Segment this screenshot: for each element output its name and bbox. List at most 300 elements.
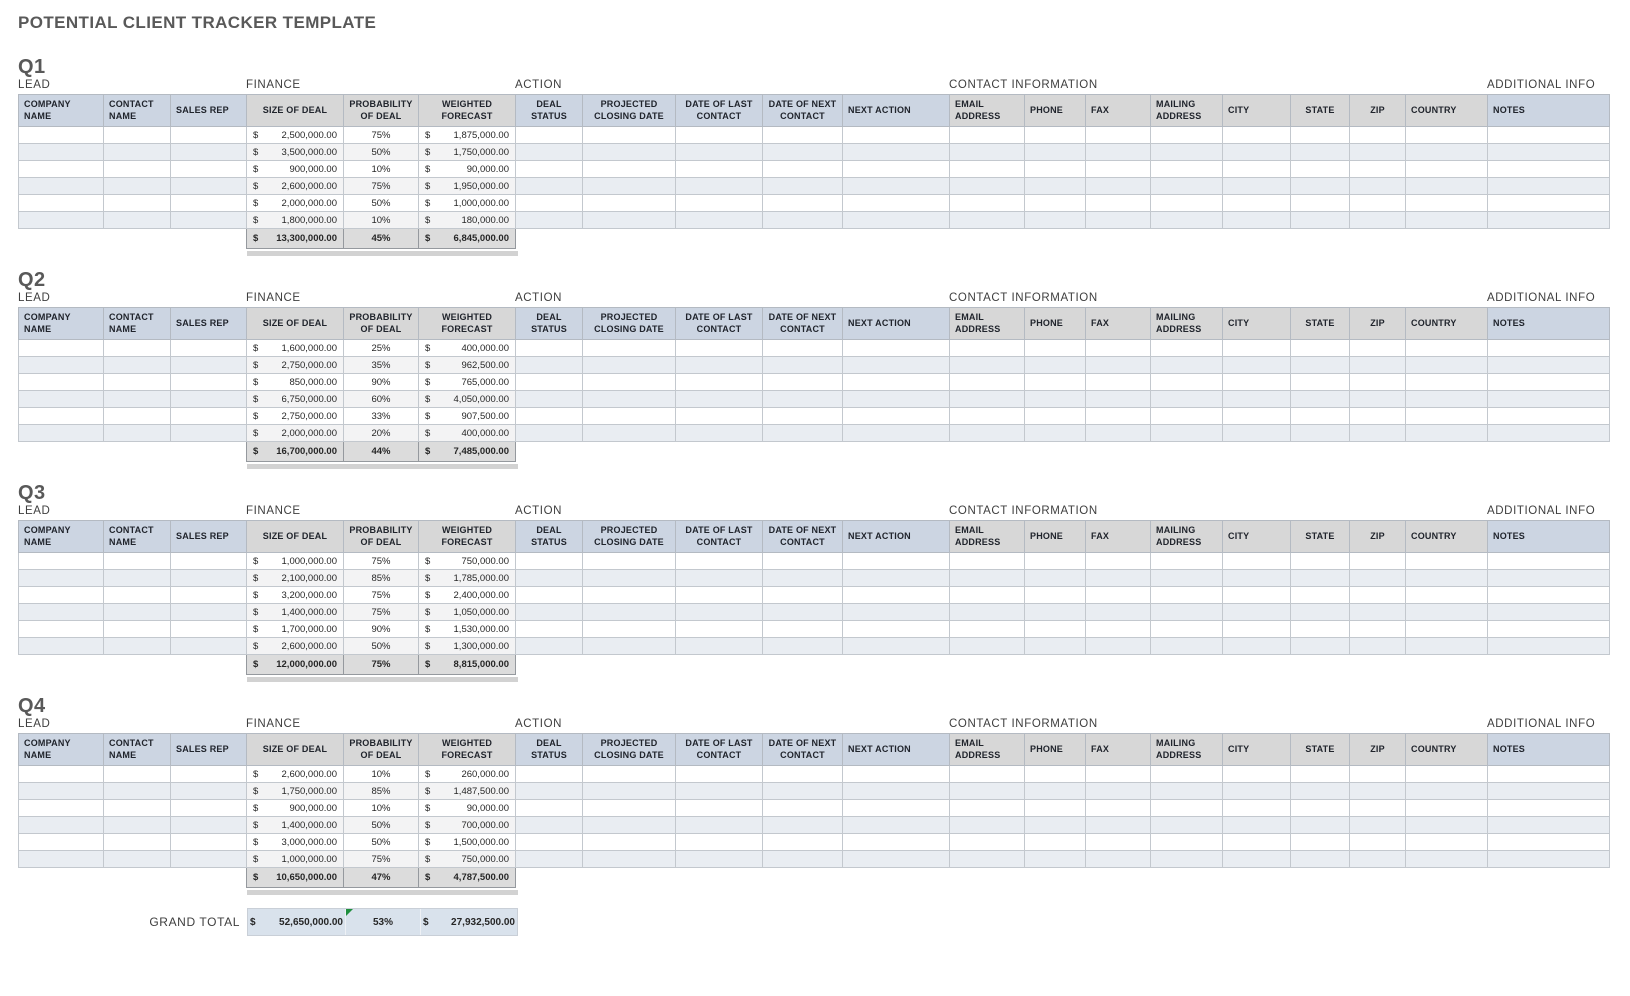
cell-state[interactable] (1291, 195, 1350, 212)
cell-phone[interactable] (1025, 374, 1086, 391)
cell-mailing-address[interactable] (1151, 127, 1223, 144)
cell-city[interactable] (1223, 783, 1291, 800)
cell-mailing-address[interactable] (1151, 638, 1223, 655)
column-header-zip[interactable]: ZIP (1350, 95, 1406, 127)
cell-fax[interactable] (1086, 851, 1151, 868)
cell-size-of-deal[interactable] (247, 195, 344, 212)
cell-next-action[interactable] (843, 144, 950, 161)
total-weighted-forecast-cell[interactable] (419, 655, 516, 675)
column-header-date-of-last-contact[interactable]: DATE OF LAST CONTACT (676, 308, 763, 340)
cell-date-of-last-contact[interactable] (676, 800, 763, 817)
cell-notes[interactable] (1488, 570, 1610, 587)
cell-country[interactable] (1406, 340, 1488, 357)
cell-probability-of-deal[interactable]: 90% (344, 374, 419, 391)
cell-projected-closing-date[interactable] (583, 553, 676, 570)
cell-sales-rep[interactable] (171, 357, 247, 374)
column-header-phone[interactable]: PHONE (1025, 521, 1086, 553)
cell-deal-status[interactable] (516, 783, 583, 800)
grand-total-probability-cell[interactable] (345, 909, 420, 935)
cell-probability-of-deal[interactable]: 90% (344, 621, 419, 638)
cell-notes[interactable] (1488, 340, 1610, 357)
cell-size-of-deal[interactable] (247, 425, 344, 442)
cell-email-address[interactable] (950, 374, 1025, 391)
cell-probability-of-deal[interactable]: 33% (344, 408, 419, 425)
cell-fax[interactable] (1086, 766, 1151, 783)
cell-city[interactable] (1223, 834, 1291, 851)
cell-fax[interactable] (1086, 783, 1151, 800)
cell-fax[interactable] (1086, 817, 1151, 834)
cell-notes[interactable] (1488, 178, 1610, 195)
cell-fax[interactable] (1086, 144, 1151, 161)
cell-fax[interactable] (1086, 391, 1151, 408)
cell-mailing-address[interactable] (1151, 195, 1223, 212)
cell-email-address[interactable] (950, 817, 1025, 834)
cell-state[interactable] (1291, 425, 1350, 442)
cell-deal-status[interactable] (516, 340, 583, 357)
column-header-deal-status[interactable]: DEAL STATUS (516, 95, 583, 127)
cell-sales-rep[interactable] (171, 144, 247, 161)
cell-company-name[interactable] (19, 127, 104, 144)
cell-company-name[interactable] (19, 621, 104, 638)
column-header-date-of-last-contact[interactable]: DATE OF LAST CONTACT (676, 521, 763, 553)
cell-phone[interactable] (1025, 425, 1086, 442)
column-header-email-address[interactable]: EMAIL ADDRESS (950, 734, 1025, 766)
cell-date-of-last-contact[interactable] (676, 161, 763, 178)
cell-city[interactable] (1223, 425, 1291, 442)
cell-country[interactable] (1406, 638, 1488, 655)
cell-weighted-forecast[interactable] (419, 638, 516, 655)
cell-contact-name[interactable] (104, 161, 171, 178)
cell-projected-closing-date[interactable] (583, 391, 676, 408)
cell-date-of-next-contact[interactable] (763, 834, 843, 851)
column-header-company-name[interactable]: COMPANY NAME (19, 521, 104, 553)
column-header-next-action[interactable]: NEXT ACTION (843, 734, 950, 766)
column-header-weighted-forecast[interactable]: WEIGHTED FORECAST (419, 308, 516, 340)
cell-phone[interactable] (1025, 212, 1086, 229)
cell-weighted-forecast[interactable] (419, 195, 516, 212)
cell-country[interactable] (1406, 374, 1488, 391)
cell-next-action[interactable] (843, 766, 950, 783)
column-header-weighted-forecast[interactable]: WEIGHTED FORECAST (419, 521, 516, 553)
cell-contact-name[interactable] (104, 212, 171, 229)
column-header-notes[interactable]: NOTES (1488, 95, 1610, 127)
cell-projected-closing-date[interactable] (583, 587, 676, 604)
cell-projected-closing-date[interactable] (583, 570, 676, 587)
cell-projected-closing-date[interactable] (583, 817, 676, 834)
column-header-phone[interactable]: PHONE (1025, 734, 1086, 766)
column-header-projected-closing-date[interactable]: PROJECTED CLOSING DATE (583, 308, 676, 340)
cell-date-of-next-contact[interactable] (763, 408, 843, 425)
cell-phone[interactable] (1025, 766, 1086, 783)
cell-deal-status[interactable] (516, 374, 583, 391)
cell-date-of-last-contact[interactable] (676, 212, 763, 229)
cell-company-name[interactable] (19, 553, 104, 570)
cell-company-name[interactable] (19, 391, 104, 408)
cell-city[interactable] (1223, 570, 1291, 587)
cell-date-of-last-contact[interactable] (676, 621, 763, 638)
cell-next-action[interactable] (843, 638, 950, 655)
column-header-date-of-next-contact[interactable]: DATE OF NEXT CONTACT (763, 521, 843, 553)
cell-notes[interactable] (1488, 800, 1610, 817)
column-header-zip[interactable]: ZIP (1350, 734, 1406, 766)
cell-size-of-deal[interactable] (247, 127, 344, 144)
column-header-country[interactable]: COUNTRY (1406, 521, 1488, 553)
cell-mailing-address[interactable] (1151, 408, 1223, 425)
cell-phone[interactable] (1025, 127, 1086, 144)
column-header-zip[interactable]: ZIP (1350, 308, 1406, 340)
cell-notes[interactable] (1488, 553, 1610, 570)
column-header-sales-rep[interactable]: SALES REP (171, 308, 247, 340)
cell-email-address[interactable] (950, 851, 1025, 868)
cell-country[interactable] (1406, 851, 1488, 868)
cell-notes[interactable] (1488, 638, 1610, 655)
cell-projected-closing-date[interactable] (583, 604, 676, 621)
cell-company-name[interactable] (19, 851, 104, 868)
column-header-country[interactable]: COUNTRY (1406, 95, 1488, 127)
cell-probability-of-deal[interactable]: 10% (344, 766, 419, 783)
cell-email-address[interactable] (950, 127, 1025, 144)
column-header-probability-of-deal[interactable]: PROBABILITY OF DEAL (344, 308, 419, 340)
cell-notes[interactable] (1488, 391, 1610, 408)
column-header-company-name[interactable]: COMPANY NAME (19, 308, 104, 340)
column-header-company-name[interactable]: COMPANY NAME (19, 734, 104, 766)
cell-email-address[interactable] (950, 195, 1025, 212)
cell-phone[interactable] (1025, 834, 1086, 851)
cell-state[interactable] (1291, 374, 1350, 391)
cell-size-of-deal[interactable] (247, 800, 344, 817)
cell-country[interactable] (1406, 357, 1488, 374)
cell-contact-name[interactable] (104, 834, 171, 851)
cell-fax[interactable] (1086, 212, 1151, 229)
cell-email-address[interactable] (950, 766, 1025, 783)
cell-country[interactable] (1406, 621, 1488, 638)
cell-probability-of-deal[interactable]: 75% (344, 851, 419, 868)
cell-size-of-deal[interactable] (247, 766, 344, 783)
cell-next-action[interactable] (843, 570, 950, 587)
cell-date-of-last-contact[interactable] (676, 604, 763, 621)
cell-zip[interactable] (1350, 357, 1406, 374)
cell-next-action[interactable] (843, 604, 950, 621)
cell-country[interactable] (1406, 587, 1488, 604)
cell-size-of-deal[interactable] (247, 161, 344, 178)
column-header-date-of-next-contact[interactable]: DATE OF NEXT CONTACT (763, 734, 843, 766)
cell-deal-status[interactable] (516, 638, 583, 655)
cell-projected-closing-date[interactable] (583, 638, 676, 655)
cell-deal-status[interactable] (516, 621, 583, 638)
column-header-sales-rep[interactable]: SALES REP (171, 95, 247, 127)
cell-mailing-address[interactable] (1151, 621, 1223, 638)
column-header-fax[interactable]: FAX (1086, 308, 1151, 340)
cell-zip[interactable] (1350, 425, 1406, 442)
cell-state[interactable] (1291, 127, 1350, 144)
cell-country[interactable] (1406, 834, 1488, 851)
cell-probability-of-deal[interactable]: 10% (344, 800, 419, 817)
cell-email-address[interactable] (950, 800, 1025, 817)
cell-probability-of-deal[interactable]: 10% (344, 161, 419, 178)
cell-notes[interactable] (1488, 621, 1610, 638)
cell-email-address[interactable] (950, 638, 1025, 655)
cell-deal-status[interactable] (516, 851, 583, 868)
cell-contact-name[interactable] (104, 144, 171, 161)
cell-zip[interactable] (1350, 391, 1406, 408)
cell-company-name[interactable] (19, 144, 104, 161)
cell-size-of-deal[interactable] (247, 604, 344, 621)
cell-phone[interactable] (1025, 817, 1086, 834)
cell-deal-status[interactable] (516, 195, 583, 212)
cell-weighted-forecast[interactable] (419, 161, 516, 178)
column-header-deal-status[interactable]: DEAL STATUS (516, 521, 583, 553)
cell-notes[interactable] (1488, 834, 1610, 851)
cell-projected-closing-date[interactable] (583, 621, 676, 638)
cell-notes[interactable] (1488, 374, 1610, 391)
cell-weighted-forecast[interactable] (419, 425, 516, 442)
cell-deal-status[interactable] (516, 408, 583, 425)
cell-projected-closing-date[interactable] (583, 766, 676, 783)
cell-city[interactable] (1223, 391, 1291, 408)
column-header-state[interactable]: STATE (1291, 734, 1350, 766)
cell-phone[interactable] (1025, 408, 1086, 425)
cell-next-action[interactable] (843, 391, 950, 408)
cell-zip[interactable] (1350, 800, 1406, 817)
cell-deal-status[interactable] (516, 766, 583, 783)
cell-contact-name[interactable] (104, 851, 171, 868)
cell-zip[interactable] (1350, 144, 1406, 161)
cell-country[interactable] (1406, 425, 1488, 442)
cell-phone[interactable] (1025, 587, 1086, 604)
cell-sales-rep[interactable] (171, 340, 247, 357)
cell-fax[interactable] (1086, 570, 1151, 587)
cell-company-name[interactable] (19, 425, 104, 442)
cell-weighted-forecast[interactable] (419, 834, 516, 851)
cell-projected-closing-date[interactable] (583, 357, 676, 374)
cell-phone[interactable] (1025, 391, 1086, 408)
cell-state[interactable] (1291, 800, 1350, 817)
cell-probability-of-deal[interactable]: 50% (344, 144, 419, 161)
cell-probability-of-deal[interactable]: 75% (344, 178, 419, 195)
cell-fax[interactable] (1086, 834, 1151, 851)
cell-state[interactable] (1291, 161, 1350, 178)
cell-state[interactable] (1291, 357, 1350, 374)
cell-weighted-forecast[interactable] (419, 570, 516, 587)
cell-state[interactable] (1291, 783, 1350, 800)
cell-city[interactable] (1223, 212, 1291, 229)
cell-weighted-forecast[interactable] (419, 800, 516, 817)
cell-weighted-forecast[interactable] (419, 178, 516, 195)
column-header-city[interactable]: CITY (1223, 734, 1291, 766)
cell-weighted-forecast[interactable] (419, 621, 516, 638)
cell-email-address[interactable] (950, 553, 1025, 570)
column-header-size-of-deal[interactable]: SIZE OF DEAL (247, 308, 344, 340)
column-header-next-action[interactable]: NEXT ACTION (843, 95, 950, 127)
cell-next-action[interactable] (843, 553, 950, 570)
grand-total-size-of-deal-cell[interactable] (248, 909, 345, 935)
cell-fax[interactable] (1086, 621, 1151, 638)
cell-weighted-forecast[interactable] (419, 357, 516, 374)
cell-phone[interactable] (1025, 570, 1086, 587)
cell-country[interactable] (1406, 127, 1488, 144)
cell-notes[interactable] (1488, 408, 1610, 425)
cell-notes[interactable] (1488, 425, 1610, 442)
cell-sales-rep[interactable] (171, 851, 247, 868)
cell-zip[interactable] (1350, 161, 1406, 178)
cell-state[interactable] (1291, 212, 1350, 229)
cell-zip[interactable] (1350, 127, 1406, 144)
column-header-deal-status[interactable]: DEAL STATUS (516, 734, 583, 766)
cell-city[interactable] (1223, 144, 1291, 161)
cell-fax[interactable] (1086, 638, 1151, 655)
cell-next-action[interactable] (843, 408, 950, 425)
cell-state[interactable] (1291, 587, 1350, 604)
column-header-contact-name[interactable]: CONTACT NAME (104, 734, 171, 766)
cell-sales-rep[interactable] (171, 570, 247, 587)
cell-size-of-deal[interactable] (247, 851, 344, 868)
cell-city[interactable] (1223, 604, 1291, 621)
cell-mailing-address[interactable] (1151, 800, 1223, 817)
cell-zip[interactable] (1350, 766, 1406, 783)
cell-deal-status[interactable] (516, 391, 583, 408)
cell-weighted-forecast[interactable] (419, 127, 516, 144)
cell-zip[interactable] (1350, 570, 1406, 587)
cell-weighted-forecast[interactable] (419, 783, 516, 800)
cell-mailing-address[interactable] (1151, 587, 1223, 604)
column-header-date-of-next-contact[interactable]: DATE OF NEXT CONTACT (763, 95, 843, 127)
cell-contact-name[interactable] (104, 374, 171, 391)
column-header-notes[interactable]: NOTES (1488, 308, 1610, 340)
cell-deal-status[interactable] (516, 587, 583, 604)
cell-fax[interactable] (1086, 127, 1151, 144)
cell-city[interactable] (1223, 195, 1291, 212)
cell-state[interactable] (1291, 408, 1350, 425)
cell-contact-name[interactable] (104, 391, 171, 408)
cell-notes[interactable] (1488, 587, 1610, 604)
cell-zip[interactable] (1350, 638, 1406, 655)
cell-city[interactable] (1223, 340, 1291, 357)
cell-city[interactable] (1223, 638, 1291, 655)
grand-total-weighted-forecast-cell[interactable] (420, 909, 517, 935)
cell-phone[interactable] (1025, 340, 1086, 357)
cell-company-name[interactable] (19, 357, 104, 374)
total-weighted-forecast-cell[interactable] (419, 868, 516, 888)
cell-weighted-forecast[interactable] (419, 851, 516, 868)
cell-phone[interactable] (1025, 161, 1086, 178)
cell-date-of-next-contact[interactable] (763, 800, 843, 817)
column-header-state[interactable]: STATE (1291, 308, 1350, 340)
column-header-city[interactable]: CITY (1223, 95, 1291, 127)
cell-size-of-deal[interactable] (247, 553, 344, 570)
cell-phone[interactable] (1025, 621, 1086, 638)
cell-email-address[interactable] (950, 621, 1025, 638)
cell-probability-of-deal[interactable]: 20% (344, 425, 419, 442)
cell-mailing-address[interactable] (1151, 783, 1223, 800)
cell-company-name[interactable] (19, 766, 104, 783)
cell-contact-name[interactable] (104, 638, 171, 655)
cell-contact-name[interactable] (104, 340, 171, 357)
cell-date-of-last-contact[interactable] (676, 425, 763, 442)
cell-projected-closing-date[interactable] (583, 195, 676, 212)
column-header-projected-closing-date[interactable]: PROJECTED CLOSING DATE (583, 521, 676, 553)
cell-projected-closing-date[interactable] (583, 340, 676, 357)
column-header-mailing-address[interactable]: MAILING ADDRESS (1151, 521, 1223, 553)
cell-probability-of-deal[interactable]: 75% (344, 587, 419, 604)
cell-zip[interactable] (1350, 212, 1406, 229)
cell-contact-name[interactable] (104, 425, 171, 442)
cell-sales-rep[interactable] (171, 161, 247, 178)
cell-date-of-next-contact[interactable] (763, 144, 843, 161)
cell-email-address[interactable] (950, 178, 1025, 195)
cell-date-of-next-contact[interactable] (763, 391, 843, 408)
cell-next-action[interactable] (843, 621, 950, 638)
cell-state[interactable] (1291, 178, 1350, 195)
cell-mailing-address[interactable] (1151, 570, 1223, 587)
column-header-contact-name[interactable]: CONTACT NAME (104, 521, 171, 553)
cell-date-of-last-contact[interactable] (676, 374, 763, 391)
cell-notes[interactable] (1488, 766, 1610, 783)
cell-deal-status[interactable] (516, 800, 583, 817)
total-size-of-deal-cell[interactable] (247, 655, 344, 675)
cell-phone[interactable] (1025, 851, 1086, 868)
cell-city[interactable] (1223, 800, 1291, 817)
cell-zip[interactable] (1350, 374, 1406, 391)
cell-date-of-last-contact[interactable] (676, 638, 763, 655)
column-header-size-of-deal[interactable]: SIZE OF DEAL (247, 95, 344, 127)
column-header-phone[interactable]: PHONE (1025, 308, 1086, 340)
column-header-projected-closing-date[interactable]: PROJECTED CLOSING DATE (583, 95, 676, 127)
cell-mailing-address[interactable] (1151, 766, 1223, 783)
cell-next-action[interactable] (843, 425, 950, 442)
cell-projected-closing-date[interactable] (583, 127, 676, 144)
cell-state[interactable] (1291, 638, 1350, 655)
cell-fax[interactable] (1086, 604, 1151, 621)
cell-country[interactable] (1406, 817, 1488, 834)
column-header-email-address[interactable]: EMAIL ADDRESS (950, 308, 1025, 340)
cell-projected-closing-date[interactable] (583, 144, 676, 161)
cell-mailing-address[interactable] (1151, 144, 1223, 161)
cell-size-of-deal[interactable] (247, 178, 344, 195)
cell-city[interactable] (1223, 374, 1291, 391)
cell-probability-of-deal[interactable]: 75% (344, 604, 419, 621)
column-header-contact-name[interactable]: CONTACT NAME (104, 95, 171, 127)
cell-phone[interactable] (1025, 638, 1086, 655)
cell-phone[interactable] (1025, 195, 1086, 212)
cell-date-of-last-contact[interactable] (676, 178, 763, 195)
cell-notes[interactable] (1488, 783, 1610, 800)
cell-deal-status[interactable] (516, 212, 583, 229)
cell-probability-of-deal[interactable]: 60% (344, 391, 419, 408)
cell-next-action[interactable] (843, 374, 950, 391)
cell-date-of-next-contact[interactable] (763, 851, 843, 868)
cell-city[interactable] (1223, 851, 1291, 868)
column-header-mailing-address[interactable]: MAILING ADDRESS (1151, 95, 1223, 127)
cell-size-of-deal[interactable] (247, 144, 344, 161)
cell-email-address[interactable] (950, 425, 1025, 442)
cell-company-name[interactable] (19, 817, 104, 834)
cell-city[interactable] (1223, 161, 1291, 178)
cell-deal-status[interactable] (516, 553, 583, 570)
cell-zip[interactable] (1350, 408, 1406, 425)
cell-notes[interactable] (1488, 604, 1610, 621)
cell-state[interactable] (1291, 834, 1350, 851)
cell-sales-rep[interactable] (171, 127, 247, 144)
cell-email-address[interactable] (950, 391, 1025, 408)
column-header-probability-of-deal[interactable]: PROBABILITY OF DEAL (344, 95, 419, 127)
cell-city[interactable] (1223, 408, 1291, 425)
cell-sales-rep[interactable] (171, 783, 247, 800)
cell-weighted-forecast[interactable] (419, 340, 516, 357)
column-header-mailing-address[interactable]: MAILING ADDRESS (1151, 734, 1223, 766)
cell-next-action[interactable] (843, 212, 950, 229)
cell-date-of-last-contact[interactable] (676, 570, 763, 587)
cell-phone[interactable] (1025, 800, 1086, 817)
